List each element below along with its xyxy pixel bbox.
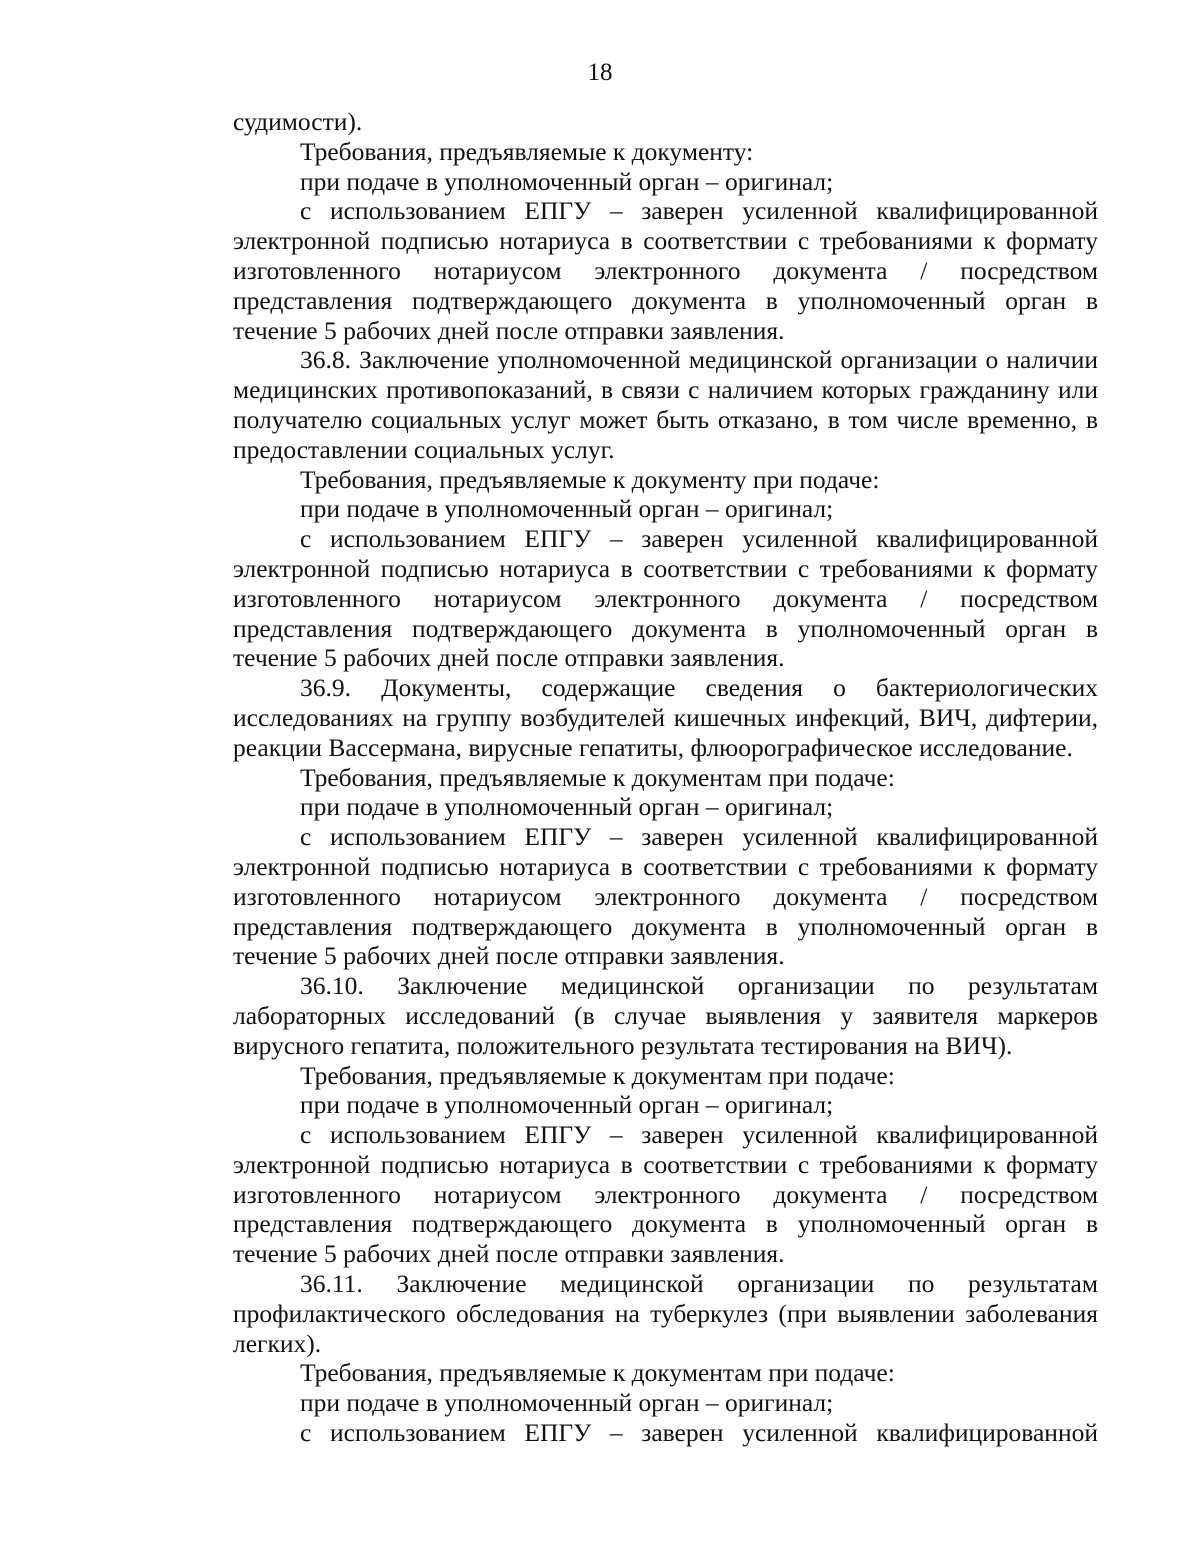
paragraph-epgu: с использованием ЕПГУ – заверен усиленной квалифицированной электронной подписью нотариуса в соответствии с требованиями к формату изготовленного нотариусом электронного документа / посредством представления подтверждающего документа в уполномоченный орган в течение 5 рабочих дней после отправки заявления.	[233, 196, 1098, 345]
paragraph-original: при подаче в уполномоченный орган – оригинал;	[300, 166, 834, 196]
paragraph-original: при подаче в уполномоченный орган – оригинал;	[300, 494, 834, 524]
paragraph-requirements: Требования, предъявляемые к документу при подаче:	[300, 464, 880, 494]
paragraph-epgu: с использованием ЕПГУ – заверен усиленной квалифицированной электронной подписью нотариуса в соответствии с требованиями к формату изготовленного нотариусом электронного документа / посредством представления подтверждающего документа в уполномоченный орган в течение 5 рабочих дней после отправки заявления.	[233, 524, 1098, 673]
paragraph-epgu: с использованием ЕПГУ – заверен усиленной квалифицированной электронной подписью нотариуса в соответствии с требованиями к формату изготовленного нотариусом электронного документа / посредством представления подтверждающего документа в уполномоченный орган в течение 5 рабочих дней после отправки заявления.	[233, 1120, 1098, 1269]
paragraph-requirements: Требования, предъявляемые к документу:	[300, 136, 754, 166]
paragraph-item-36-10: 36.10. Заключение медицинской организации по результатам лабораторных исследований (в случае выявления у заявителя маркеров вирусного гепатита, положительного результата тестирования на ВИЧ).	[233, 971, 1098, 1060]
document-body	[233, 107, 1098, 1448]
paragraph-continuation: судимости).	[233, 107, 363, 136]
paragraph-item-36-9: 36.9. Документы, содержащие сведения о бактериологических исследованиях на группу возбудителей кишечных инфекций, ВИЧ, дифтерии, реакции Вассермана, вирусные гепатиты, флюорографическое исследование.	[233, 673, 1098, 762]
paragraph-original: при подаче в уполномоченный орган – оригинал;	[300, 792, 834, 822]
paragraph-original: при подаче в уполномоченный орган – оригинал;	[300, 1090, 834, 1120]
paragraph-epgu: с использованием ЕПГУ – заверен усиленной квалифицированной электронной подписью нотариуса в соответствии с требованиями к формату изготовленного нотариусом электронного документа / посредством представления подтверждающего документа в уполномоченный орган в течение 5 рабочих дней после отправки заявления.	[233, 822, 1098, 971]
paragraph-item-36-11: 36.11. Заключение медицинской организации по результатам профилактического обследования на туберкулез (при выявлении заболевания легких).	[233, 1269, 1098, 1358]
paragraph-epgu-partial: с использованием ЕПГУ – заверен усиленной квалифицированной	[300, 1418, 1098, 1448]
paragraph-item-36-8: 36.8. Заключение уполномоченной медицинской организации о наличии медицинских противопоказаний, в связи с наличием которых гражданину или получателю социальных услуг может быть отказано, в том числе временно, в предоставлении социальных услуг.	[233, 345, 1098, 464]
page-number: 18	[587, 59, 613, 86]
paragraph-requirements: Требования, предъявляемые к документам при подаче:	[300, 762, 895, 792]
paragraph-original: при подаче в уполномоченный орган – оригинал;	[300, 1388, 834, 1418]
paragraph-requirements: Требования, предъявляемые к документам при подаче:	[300, 1060, 895, 1090]
paragraph-requirements: Требования, предъявляемые к документам при подаче:	[300, 1358, 895, 1388]
